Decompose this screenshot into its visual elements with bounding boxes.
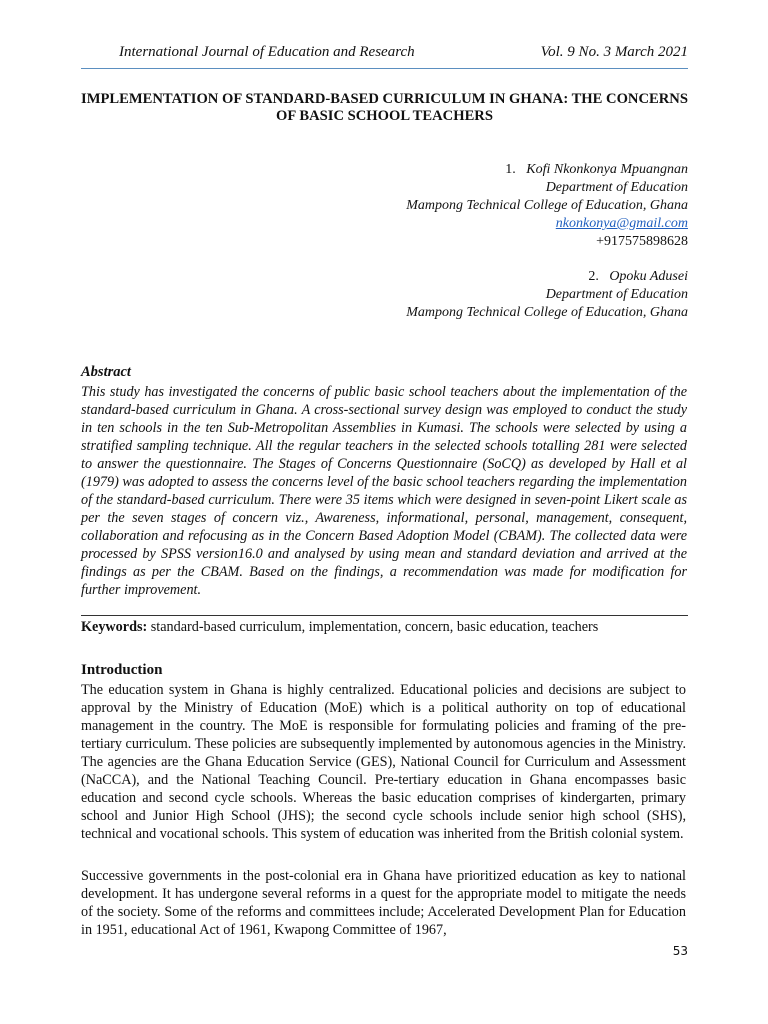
introduction-heading: Introduction <box>81 662 163 678</box>
introduction-paragraph-1: The education system in Ghana is highly centralized. Educational policies and decisions are subject to approval by the Ministry of Education (MoE) which is a political authority on top of educational management in the country. The MoE is responsible for formulating policies and framing of the pre-tertiary curriculum. These policies are subsequently implemented by autonomous agencies in the Ministry. The agencies are the Ghana Education Service (GES), National Council for Curriculum and Assessment (NaCCA), and the National Teaching Council. Pre-tertiary education in Ghana encompasses basic education and second cycle schools. Whereas the basic education comprises of kindergarten, primary school and Junior High School (JHS); the second cycle schools include senior high school (SHS), technical and vocational schools. This system of education was inherited from the British colonial system. <box>81 682 686 842</box>
page-number: 53 <box>672 944 688 958</box>
keywords-line <box>81 618 687 636</box>
introduction-paragraph-2: Successive governments in the post-colonial era in Ghana have prioritized education as key to national development. It has undergone several reforms in a quest for the appropriate model to mitigate the needs of the society. Some of the reforms and committees include; Accelerated Development Plan for Education in 1951, educational Act of 1961, Kwapong Committee of 1967, <box>81 868 686 938</box>
author-institution: Mampong Technical College of Education, Ghana <box>406 198 688 213</box>
author-name: Kofi Nkonkonya Mpuangnan <box>526 162 688 177</box>
running-header <box>81 44 688 69</box>
journal-name: International Journal of Education and Research <box>119 44 415 60</box>
author-email-link[interactable]: nkonkonya@gmail.com <box>555 216 688 231</box>
author-phone: +917575898628 <box>596 234 688 249</box>
author-block-1 <box>188 161 688 251</box>
author-name: Opoku Adusei <box>609 269 688 284</box>
abstract-heading: Abstract <box>81 364 131 380</box>
author-institution: Mampong Technical College of Education, Ghana <box>406 305 688 320</box>
author-department: Department of Education <box>545 287 688 302</box>
keywords-text: standard-based curriculum, implementation, concern, basic education, teachers <box>147 619 599 635</box>
author-number: 1. <box>505 162 516 177</box>
issue-info: Vol. 9 No. 3 March 2021 <box>540 44 688 60</box>
keywords-label: Keywords: <box>81 619 148 635</box>
paper-title: IMPLEMENTATION OF STANDARD-BASED CURRICULUM IN GHANA: THE CONCERNS OF BASIC SCHOOL TEACHERS <box>81 91 688 124</box>
author-number: 2. <box>588 269 599 284</box>
author-block-2 <box>188 268 688 322</box>
abstract-text: This study has investigated the concerns of public basic school teachers about the implementation of the standard-based curriculum in Ghana. A cross-sectional survey design was employed to conduct the study in ten schools in the ten Sub-Metropolitan Assemblies in Kumasi. The schools were selected by using a stratified sampling technique. All the regular teachers in the selected schools totalling 281 were selected to answer the questionnaire. The Stages of Concerns Questionnaire (SoCQ) as developed by Hall et al (1979) was adopted to assess the concerns level of the basic school teachers regarding the implementation of the standard-based curriculum. There were 35 items which were designed in seven-point Likert scale as per the seven stages of concern viz., Awareness, informational, personal, management, consequent, collaboration and refocusing as in the Concern Based Adoption Model (CBAM). The collected data were processed by SPSS version16.0 and analysed by using mean and standard deviation and arrived at the findings as per the CBAM. Based on the findings, a recommendation was made for modification for further improvement. <box>81 384 687 598</box>
author-department: Department of Education <box>545 180 688 195</box>
abstract-divider <box>81 615 688 616</box>
